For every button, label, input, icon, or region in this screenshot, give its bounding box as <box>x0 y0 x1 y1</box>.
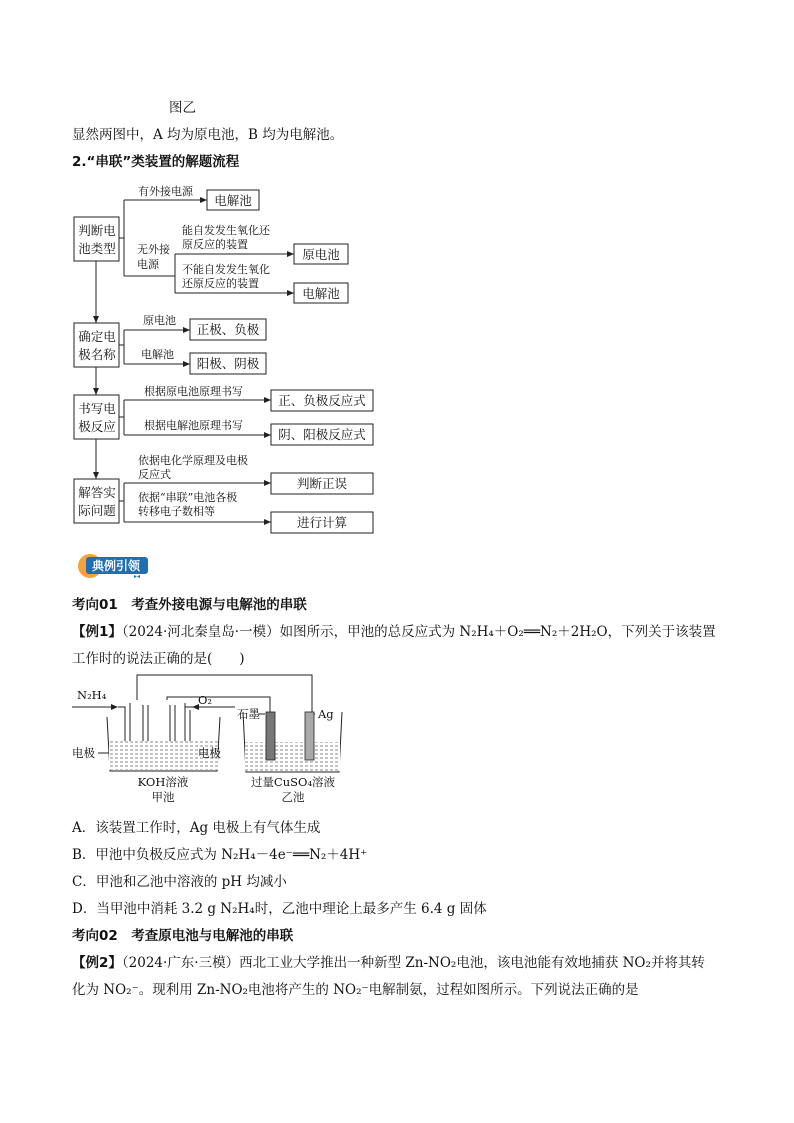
by-galvanic-text: 根据原电池原理书写 <box>144 385 243 398</box>
o2-label: O₂ <box>198 693 213 707</box>
kx2-title: 考向02 考查原电池与电解池的串联 <box>72 928 294 944</box>
no-power-l1: 无外接 <box>137 243 170 256</box>
badge-arrow-icon: ▸◂ <box>134 573 141 579</box>
has-power-text: 有外接电源 <box>138 185 193 198</box>
electrode-left-label: 电极 <box>72 746 95 760</box>
write-reaction-l1: 书写电 <box>78 401 116 416</box>
graphite-label: 石墨 <box>237 707 260 721</box>
ex1-tag: 【例1】 <box>72 624 122 640</box>
electrolytic2-label: 电解池 <box>302 286 340 301</box>
judge-label: 判断正误 <box>296 476 348 491</box>
kx1-title: 考向01 考查外接电源与电解池的串联 <box>72 597 307 613</box>
ex1-source: （2024·河北秦皇岛·一模） <box>121 624 280 640</box>
ex1-text1: 如图所示，甲池的总反应式为 N₂H₄＋O₂══N₂＋2H₂O，下列关于该装置 <box>279 624 716 640</box>
pos-neg-label: 正极、负极 <box>196 322 260 337</box>
ag-label: Ag <box>318 707 334 721</box>
by-chem-l1: 依据电化学原理及电极 <box>138 454 248 467</box>
galvanic-text: 原电池 <box>143 314 176 327</box>
figure-caption: 图乙 <box>169 100 196 116</box>
anode-cathode-label: 阳极、阴极 <box>196 356 260 371</box>
calc-label: 进行计算 <box>296 515 348 530</box>
spont-yes-l2: 原反应的装置 <box>182 238 248 251</box>
spont-no-l2: 还原反应的装置 <box>182 277 259 290</box>
solve-l1: 解答实 <box>78 485 116 500</box>
spont-no-l1: 不能自发发生氧化 <box>182 263 270 276</box>
cuso4-label: 过量CuSO₄溶液 <box>250 775 336 789</box>
by-chem-l2: 反应式 <box>138 468 171 481</box>
jia-label: 甲池 <box>151 790 175 804</box>
ex2-line1 <box>72 951 705 971</box>
section2-title: 2.“串联”类装置的解题流程 <box>72 154 240 170</box>
ex2-line2: 化为 NO₂⁻。现利用 Zn-NO₂电池将产生的 NO₂⁻电解制氨，过程如图所示。下列说法正确的是 <box>72 982 639 998</box>
by-electrolytic-text: 根据电解池原理书写 <box>144 419 243 432</box>
galvanic-label: 原电池 <box>302 247 340 262</box>
yi-label: 乙池 <box>281 790 305 804</box>
intro-line: 显然两图中，A 均为原电池，B 均为电解池。 <box>72 127 344 143</box>
badge-label: 典例引领 <box>91 559 141 573</box>
option-a: A．该装置工作时，Ag 电极上有气体生成 <box>72 820 321 836</box>
no-power-l2: 电源 <box>137 258 159 271</box>
electrolytic-label: 电解池 <box>214 193 252 208</box>
koh-label: KOH溶液 <box>137 775 189 789</box>
n2h4-label: N₂H₄ <box>77 688 107 702</box>
option-d: D．当甲池中消耗 3.2 g N₂H₄时，乙池中理论上最多产生 6.4 g 固体 <box>72 901 487 917</box>
by-series-l2: 转移电子数相等 <box>138 505 215 518</box>
judge-type-l1: 判断电 <box>78 223 116 238</box>
option-b: B．甲池中负极反应式为 N₂H₄－4e⁻══N₂＋4H⁺ <box>72 847 368 863</box>
electrolytic-text: 电解池 <box>141 348 174 361</box>
name-electrode-l1: 确定电 <box>78 329 116 344</box>
name-electrode-l2: 极名称 <box>78 347 116 362</box>
judge-type-l2: 池类型 <box>78 241 116 256</box>
write-reaction-l2: 极反应 <box>78 419 116 434</box>
spont-yes-l1: 能自发发生氧化还 <box>182 224 270 237</box>
electrode-right-label: 电极 <box>198 746 221 760</box>
ex2-tag: 【例2】 <box>72 955 122 971</box>
ex2-source: （2024·广东·三模） <box>121 955 240 971</box>
ex1-line2: 工作时的说法正确的是( ) <box>72 651 245 667</box>
option-c: C．甲池和乙池中溶液的 pH 均减小 <box>72 874 287 890</box>
by-series-l1: 依据“串联”电池各极 <box>138 491 238 504</box>
pos-neg-eq-label: 正、负极反应式 <box>278 393 366 408</box>
an-cat-eq-label: 阴、阳极反应式 <box>278 427 366 442</box>
ex2-text1: 西北工业大学推出一种新型 Zn-NO₂电池，该电池能有效地捕获 NO₂并将其转 <box>239 955 705 971</box>
solve-l2: 际问题 <box>78 503 116 518</box>
